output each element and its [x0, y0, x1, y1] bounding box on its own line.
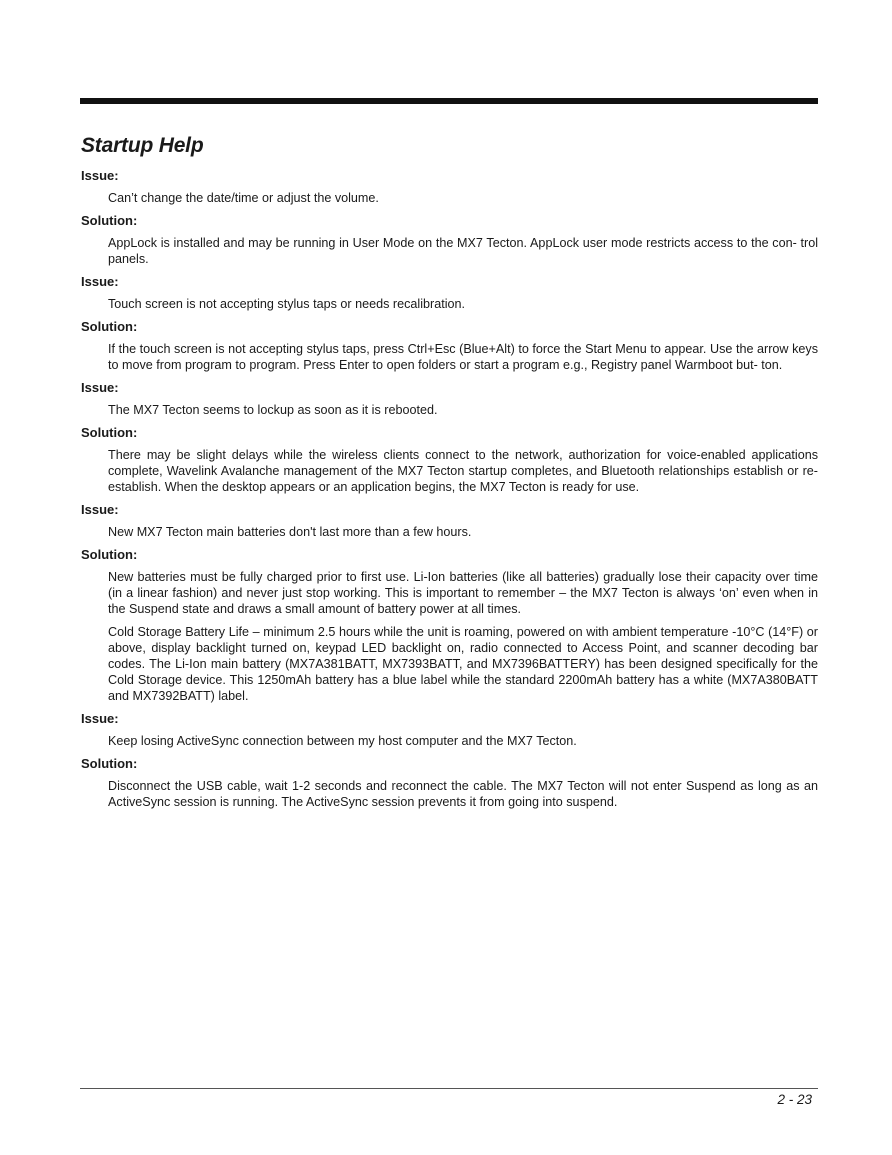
- issue-text: The MX7 Tecton seems to lockup as soon as it is rebooted.: [108, 403, 438, 417]
- issue-text: Touch screen is not accepting stylus taps or needs recalibration.: [108, 297, 466, 311]
- issue-label: Issue:: [81, 168, 119, 183]
- page-number: 2 - 23: [777, 1092, 812, 1107]
- footer-rule: [80, 1088, 818, 1089]
- solution-text: AppLock is installed and may be running in User Mode on the MX7 Tecton. AppLock user mode restricts access to the con- trol panels.: [108, 236, 818, 266]
- issue-label: Issue:: [81, 502, 119, 517]
- faq-section: [81, 168, 818, 267]
- document-body: [81, 134, 818, 817]
- solution-text: There may be slight delays while the wireless clients connect to the network, authorization for voice-enabled applications complete, Wavelink Avalanche management of the MX7 Tecton startup completes, and Bluetooth relationships establish or re-establish. When the desktop appears or an application begins, the MX7 Tecton is ready for use.: [108, 448, 818, 494]
- solution-label: Solution:: [81, 319, 138, 334]
- solution-label: Solution:: [81, 213, 138, 228]
- solution-text: Cold Storage Battery Life – minimum 2.5 hours while the unit is roaming, powered on with ambient temperature -10°C (14°F) or above, display backlight turned on, keypad LED backlight on, radio connected to Access Point, and scanner decoding bar codes. The Li-Ion main battery (MX7A381BATT, MX7393BATT, and MX7396BATTERY) has been designed specifically for the Cold Storage device. This 1250mAh battery has a blue label while the standard 2200mAh battery has a white (MX7A380BATT and MX7392BATT) label.: [108, 625, 818, 703]
- issue-label: Issue:: [81, 274, 119, 289]
- faq-section: [81, 380, 818, 495]
- solution-text: If the touch screen is not accepting stylus taps, press Ctrl+Esc (Blue+Alt) to force the Start Menu to appear. Use the arrow keys to move from program to program. Press Enter to open folders or start a program e.g., Registry panel Warmboot but- ton.: [108, 342, 818, 372]
- header-rule: [80, 98, 818, 104]
- faq-section: [81, 274, 818, 373]
- faq-section: [81, 711, 818, 810]
- solution-text: New batteries must be fully charged prior to first use. Li-Ion batteries (like all batteries) gradually lose their capacity over time (in a linear fashion) and never just stop working. This is important to remember – the MX7 Tecton is always ‘on’ even when in the Suspend state and draws a small amount of battery power at all times.: [108, 570, 818, 616]
- solution-label: Solution:: [81, 756, 138, 771]
- issue-label: Issue:: [81, 711, 119, 726]
- issue-label: Issue:: [81, 380, 119, 395]
- issue-text: Keep losing ActiveSync connection between my host computer and the MX7 Tecton.: [108, 734, 577, 748]
- solution-label: Solution:: [81, 547, 138, 562]
- issue-text: New MX7 Tecton main batteries don't last more than a few hours.: [108, 525, 472, 539]
- faq-section: [81, 502, 818, 704]
- page-title: Startup Help: [81, 134, 204, 157]
- solution-text: Disconnect the USB cable, wait 1-2 seconds and reconnect the cable. The MX7 Tecton will not enter Suspend as long as an ActiveSync session is running. The ActiveSync session prevents it from going into suspend.: [108, 779, 818, 809]
- solution-label: Solution:: [81, 425, 138, 440]
- issue-text: Can’t change the date/time or adjust the volume.: [108, 191, 379, 205]
